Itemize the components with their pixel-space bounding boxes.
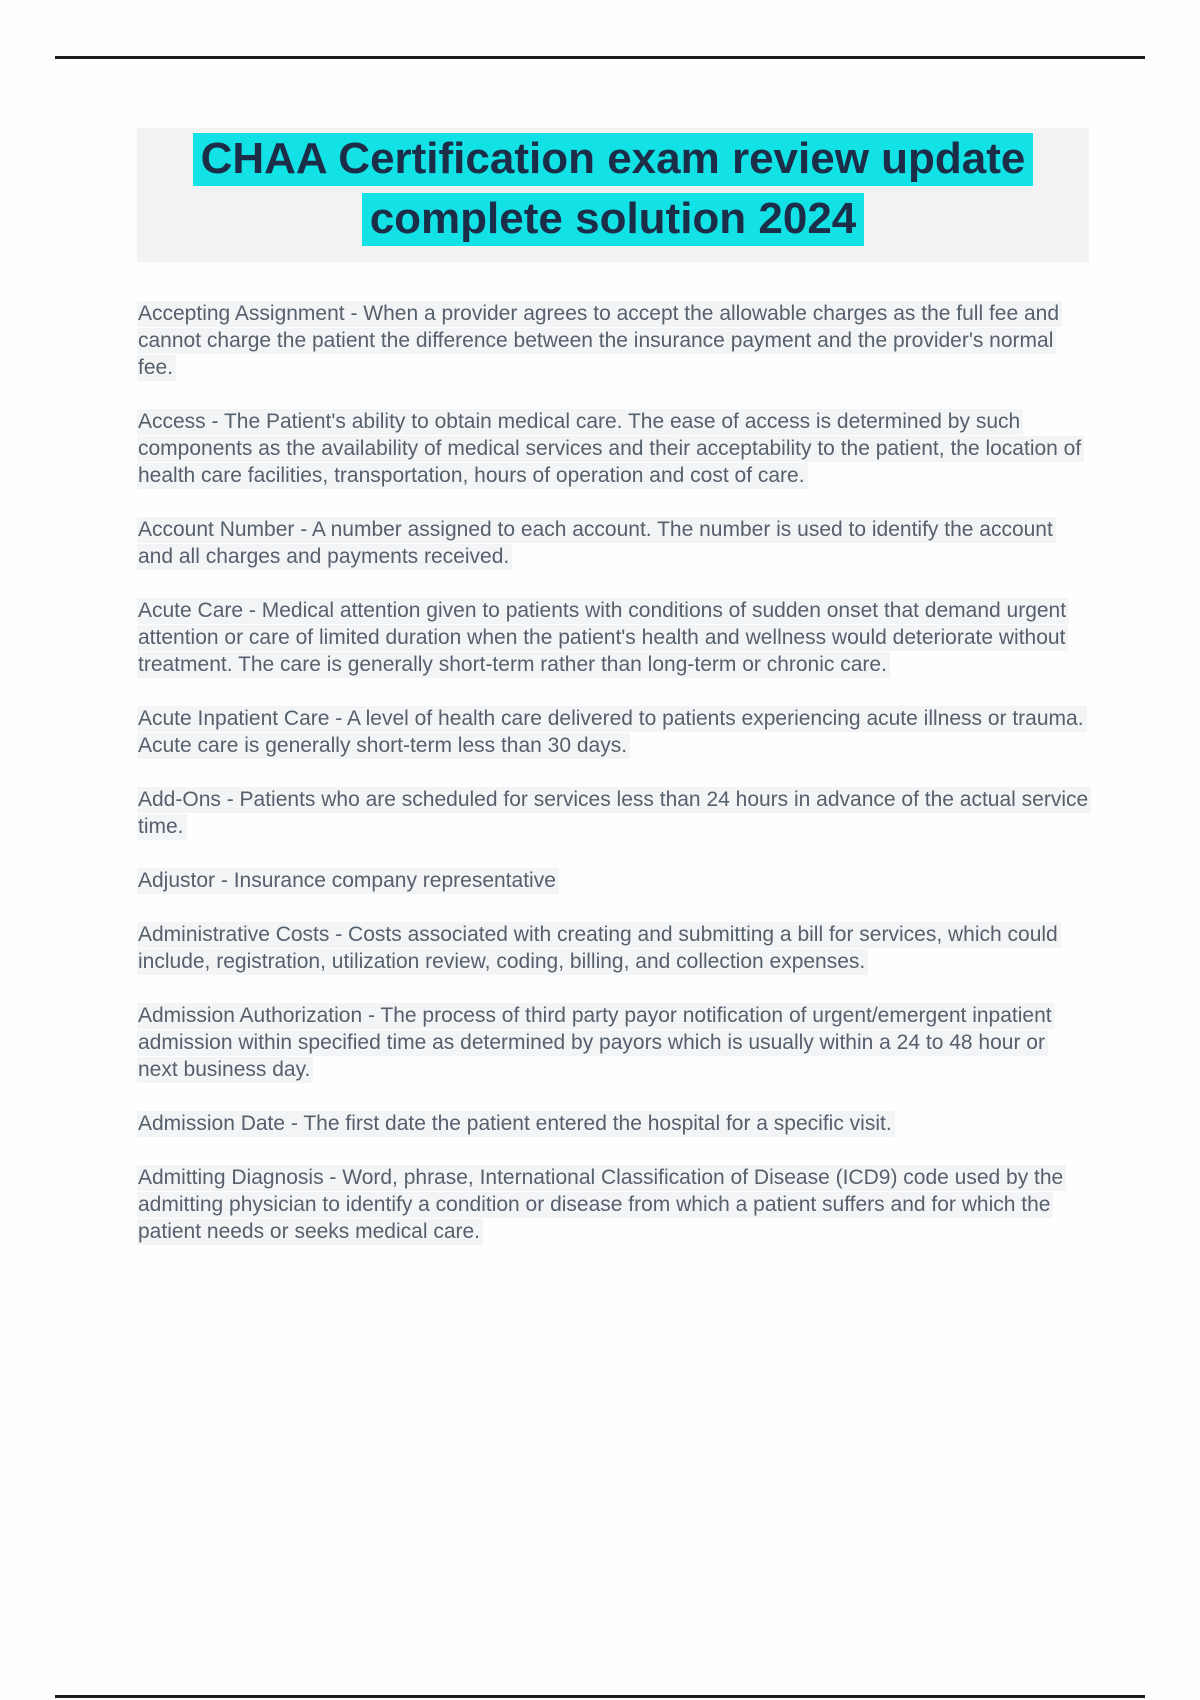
definition-paragraph: [137, 786, 1089, 840]
definition-text: Admission Date - The first date the patient entered the hospital for a specific visit.: [137, 1111, 895, 1137]
definition-paragraph: [137, 921, 1089, 975]
definition-paragraph: [137, 597, 1089, 678]
page-title-line-1: [137, 134, 1089, 194]
title-band: [137, 128, 1089, 262]
definition-paragraph: [137, 300, 1089, 381]
definition-text: Admission Authorization - The process of third party payor notification of urgent/emergent inpatient admission within specified time as determined by payors which is usually within a 24 to 48 hour or next business day.: [137, 1003, 1055, 1083]
top-divider: [55, 56, 1145, 59]
definition-text: Acute Care - Medical attention given to patients with conditions of sudden onset that demand urgent attention or care of limited duration when the patient's health and wellness would deteriorate without treatment. The care is generally short-term rather than long-term or chronic care.: [137, 598, 1069, 678]
definition-text: Administrative Costs - Costs associated with creating and submitting a bill for services, which could include, registration, utilization review, coding, billing, and collection expenses.: [137, 922, 1061, 975]
page-title-text-2: complete solution 2024: [362, 193, 865, 246]
definition-paragraph: [137, 1110, 1089, 1137]
definition-paragraph: [137, 408, 1089, 489]
definition-text: Acute Inpatient Care - A level of health care delivered to patients experiencing acute illness or trauma. Acute care is generally short-term less than 30 days.: [137, 706, 1087, 759]
definitions-list: [137, 300, 1089, 1272]
bottom-divider: [55, 1695, 1145, 1698]
definition-text: Adjustor - Insurance company representative: [137, 868, 559, 894]
definition-text: Accepting Assignment - When a provider agrees to accept the allowable charges as the full fee and cannot charge the patient the difference between the insurance payment and the provider's normal fee.: [137, 301, 1062, 381]
definition-text: Add-Ons - Patients who are scheduled for services less than 24 hours in advance of the actual service time.: [137, 787, 1091, 840]
definition-text: Admitting Diagnosis - Word, phrase, International Classification of Disease (ICD9) code used by the admitting physician to identify a condition or disease from which a patient suffers and for which the patient needs or seeks medical care.: [137, 1165, 1066, 1245]
page-title-text-1: CHAA Certification exam review update: [193, 133, 1034, 186]
definition-paragraph: [137, 1164, 1089, 1245]
definition-text: Account Number - A number assigned to each account. The number is used to identify the account and all charges and payments received.: [137, 517, 1056, 570]
definition-text: Access - The Patient's ability to obtain medical care. The ease of access is determined by such components as the availability of medical services and their acceptability to the patient, the location of health care facilities, transportation, hours of operation and cost of care.: [137, 409, 1084, 489]
definition-paragraph: [137, 516, 1089, 570]
definition-paragraph: [137, 1002, 1089, 1083]
definition-paragraph: [137, 705, 1089, 759]
definition-paragraph: [137, 867, 1089, 894]
page-title-line-2: [137, 194, 1089, 254]
